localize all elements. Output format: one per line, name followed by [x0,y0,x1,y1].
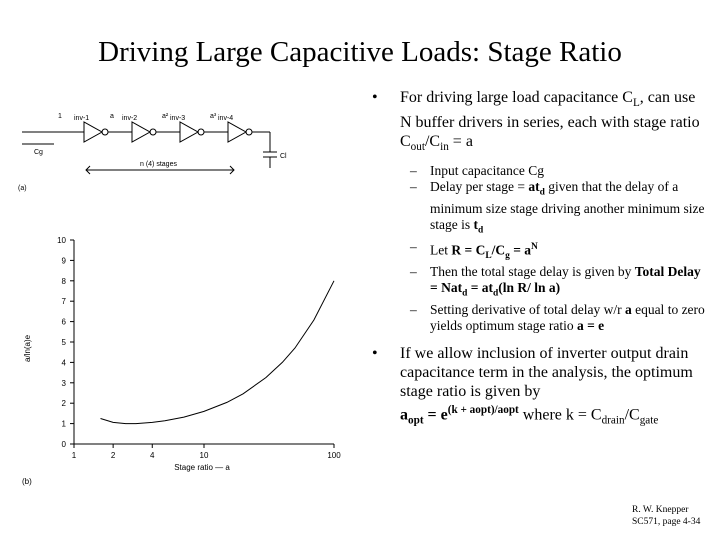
stage-count-label: n (4) stages [140,161,177,168]
chart-x-tick-label: 100 [327,451,341,460]
chart-y-tick-label: 7 [61,297,66,307]
chart-y-tick-label: 1 [61,419,66,429]
sub-bullet: – Input capacitance Cg [410,163,544,179]
chart-panel-label: (b) [22,477,32,486]
chart-y-tick-label: 0 [61,440,66,449]
inverter-label: inv-4 [218,115,234,122]
sub-bullet: – Delay per stage = $at_d$ given that the delay of a minimum size stage driving another minimum size stage is $t_d$ [410,179,705,236]
chart-y-tick-label: 8 [61,276,66,286]
load-cap-label: Cl [280,153,287,160]
chart-x-tick-label: 10 [199,451,209,460]
node-label: a³ [210,113,217,120]
chart-x-tick-label: 4 [150,451,155,460]
chart-y-tick-label: 9 [61,256,66,266]
chart-series-line [101,281,335,424]
node-label: a² [162,113,169,120]
chart-y-tick-label: 6 [61,317,66,327]
sub-bullet: – Setting derivative of total delay w/r a equal to zero yields optimum stage ratio a = e [410,301,705,333]
chart-x-tick-label: 1 [71,451,77,460]
sub-bullet-list [370,163,710,333]
figure [14,100,354,492]
sub-bullet: – Let $R = C_L/C_g = a^N$ [410,238,538,261]
bullet-list [370,88,710,430]
input-cap-label: Cg [34,149,43,156]
plot [22,236,341,486]
slide-title: Driving Large Capacitive Loads: Stage Ratio [98,36,622,68]
bullet-marker: • [372,89,378,106]
footer-author: R. W. Knepper [632,505,689,515]
sub-bullet: – Then the total stage delay is given by Total Delay = $Nat_d = at_d(\ln$ R/ ln a) [410,263,701,299]
chart-x-tick-label: 2 [110,451,116,460]
bullet-2: • If we allow inclusion of inverter output drain capacitance term in the analysis, the optimum stage ratio is given by $a_{opt} = e^{(k + aopt)/aopt}$ where $k = C_{drain}/C_{gate}$ [372,344,693,427]
inverter-label: inv-3 [170,115,186,122]
chart-y-tick-label: 3 [61,378,66,388]
inverter-label: inv-1 [74,115,90,122]
chart-y-tick-label: 4 [61,358,66,368]
node-label: 1 [58,113,62,120]
chart-ylabel: a/ln(a)e [23,334,32,362]
footer [632,504,700,528]
chart-xlabel: Stage ratio — a [174,463,230,472]
node-label: a [110,113,114,120]
footer-page: SC571, page 4-34 [632,517,701,527]
inverter-label: inv-2 [122,115,138,122]
bullet-marker: • [372,344,378,362]
chart-y-tick-label: 10 [57,236,66,245]
chart-y-tick-label: 5 [61,338,66,347]
bullet-1: • For driving large load capacitance $C_L$, can use N buffer drivers in series, each with stage ratio $C_{out}/C_{in} = a$ [372,89,700,154]
panel-a-label: (a) [18,185,27,192]
chart-y-tick-label: 2 [61,399,66,409]
